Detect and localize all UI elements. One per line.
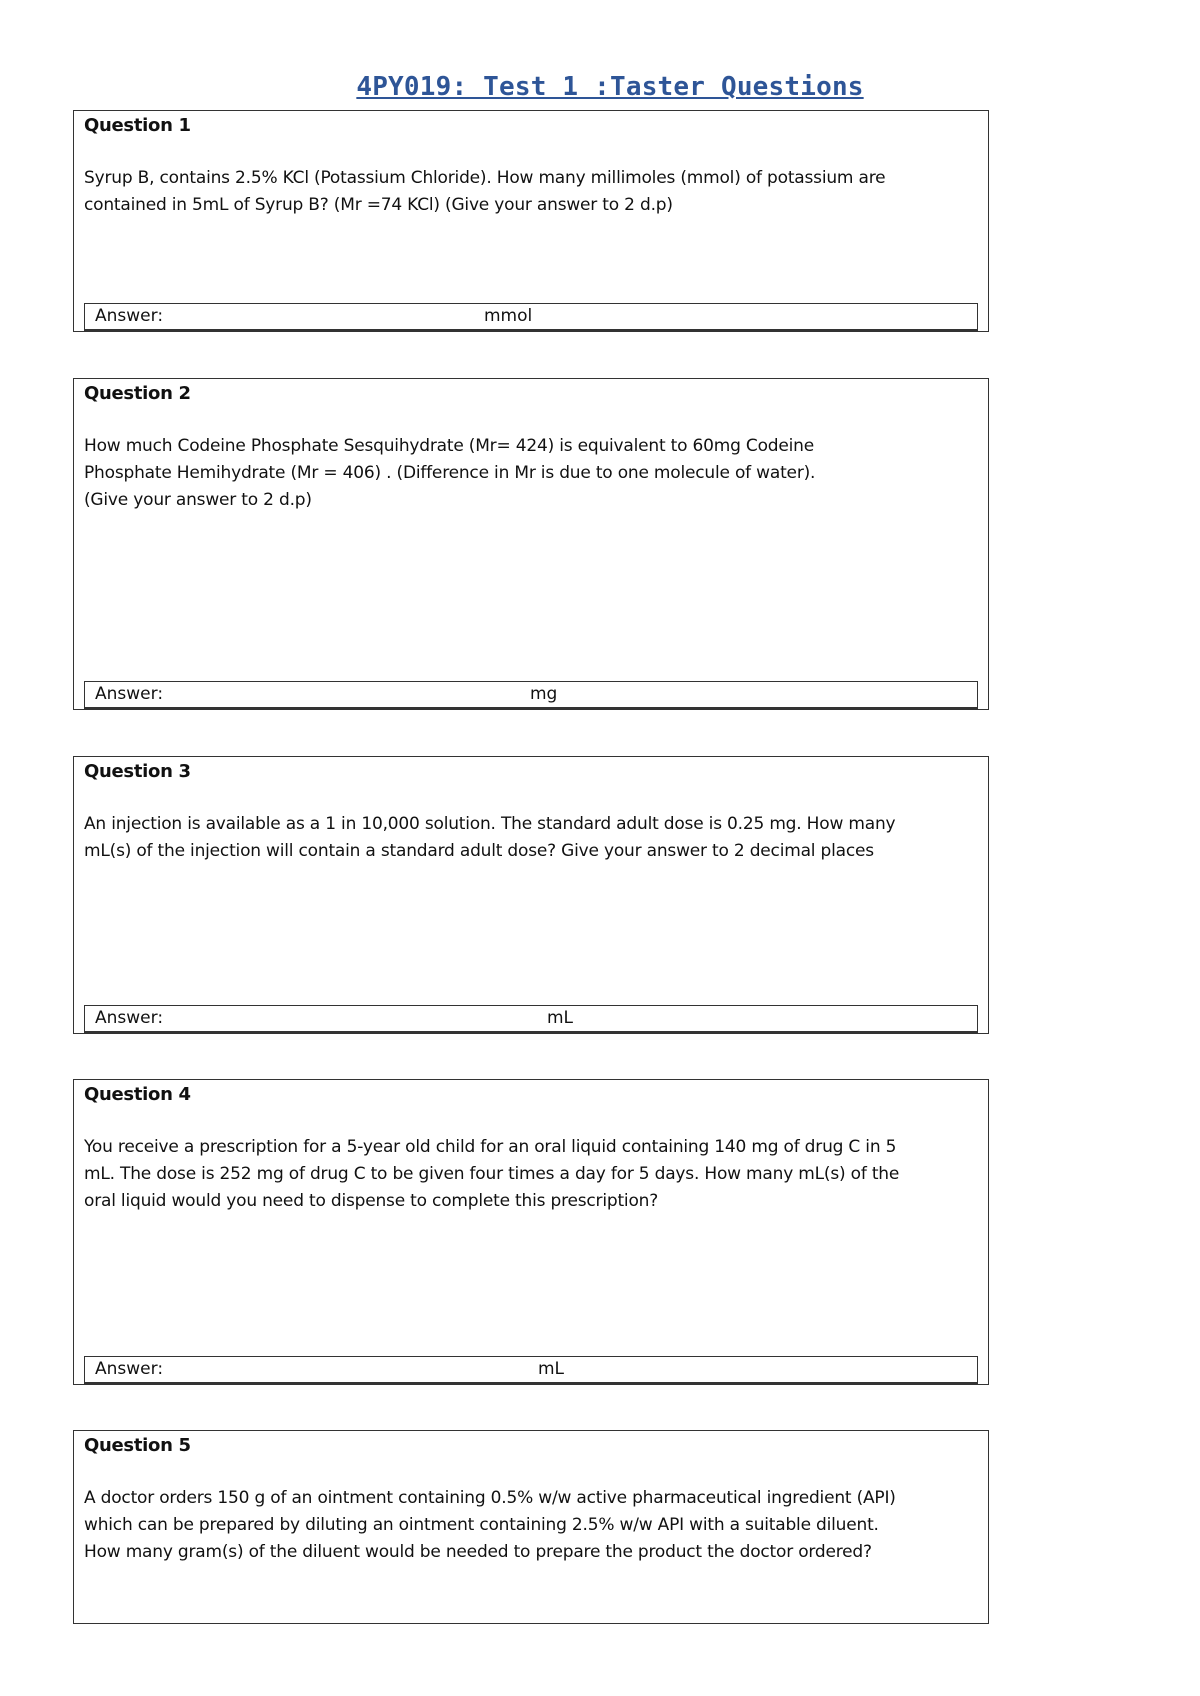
question-1-text: Syrup B, contains 2.5% KCl (Potassium Chloride). How many millimoles (mmol) of potassium are contained in 5mL of Syrup B? (Mr =74 KCl) (Give your answer to 2 d.p) — [84, 168, 886, 215]
question-5-heading: Question 5 — [84, 1435, 191, 1456]
question-1-box — [73, 110, 989, 332]
question-5-text: A doctor orders 150 g of an ointment containing 0.5% w/w active pharmaceutical ingredient (API) which can be prepared by diluting an ointment containing 2.5% w/w API with a suitable diluent. How many gram(s) of the diluent would be needed to prepare the product the doctor ordered? — [84, 1488, 896, 1562]
question-4-answer-label: Answer: — [95, 1359, 164, 1379]
question-4-text: You receive a prescription for a 5-year old child for an oral liquid containing 140 mg of drug C in 5 mL. The dose is 252 mg of drug C to be given four times a day for 5 days. How many mL(s) of the oral liquid would you need to dispense to complete this prescription? — [84, 1137, 900, 1211]
question-3-answer-label: Answer: — [95, 1008, 164, 1028]
question-2-answer-field[interactable] — [84, 681, 978, 709]
question-2-box — [73, 378, 989, 710]
question-1-heading: Question 1 — [84, 115, 191, 136]
question-4-answer-unit: mL — [538, 1359, 565, 1379]
question-3-box — [73, 756, 989, 1034]
question-5-box — [73, 1430, 989, 1624]
question-1-answer-label: Answer: — [95, 306, 164, 326]
question-2-answer-label: Answer: — [95, 684, 164, 704]
question-3-text: An injection is available as a 1 in 10,000 solution. The standard adult dose is 0.25 mg. How many mL(s) of the injection will contain a standard adult dose? Give your answer to 2 decimal places — [84, 814, 896, 861]
question-3-answer-unit: mL — [547, 1008, 574, 1028]
question-4-answer-field[interactable] — [84, 1356, 978, 1384]
question-2-heading: Question 2 — [84, 383, 191, 404]
question-2-answer-unit: mg — [530, 684, 558, 704]
page-title: 4PY019: Test 1 :Taster Questions — [356, 72, 864, 102]
question-3-heading: Question 3 — [84, 761, 191, 782]
question-1-answer-unit: mmol — [484, 306, 533, 326]
question-4-heading: Question 4 — [84, 1084, 191, 1105]
question-3-answer-field[interactable] — [84, 1005, 978, 1033]
question-2-text: How much Codeine Phosphate Sesquihydrate (Mr= 424) is equivalent to 60mg Codeine Phosphate Hemihydrate (Mr = 406) . (Difference in Mr is due to one molecule of water). (Give your answer to 2 d.p) — [84, 436, 816, 510]
question-1-answer-field[interactable] — [84, 303, 978, 331]
question-4-box — [73, 1079, 989, 1385]
